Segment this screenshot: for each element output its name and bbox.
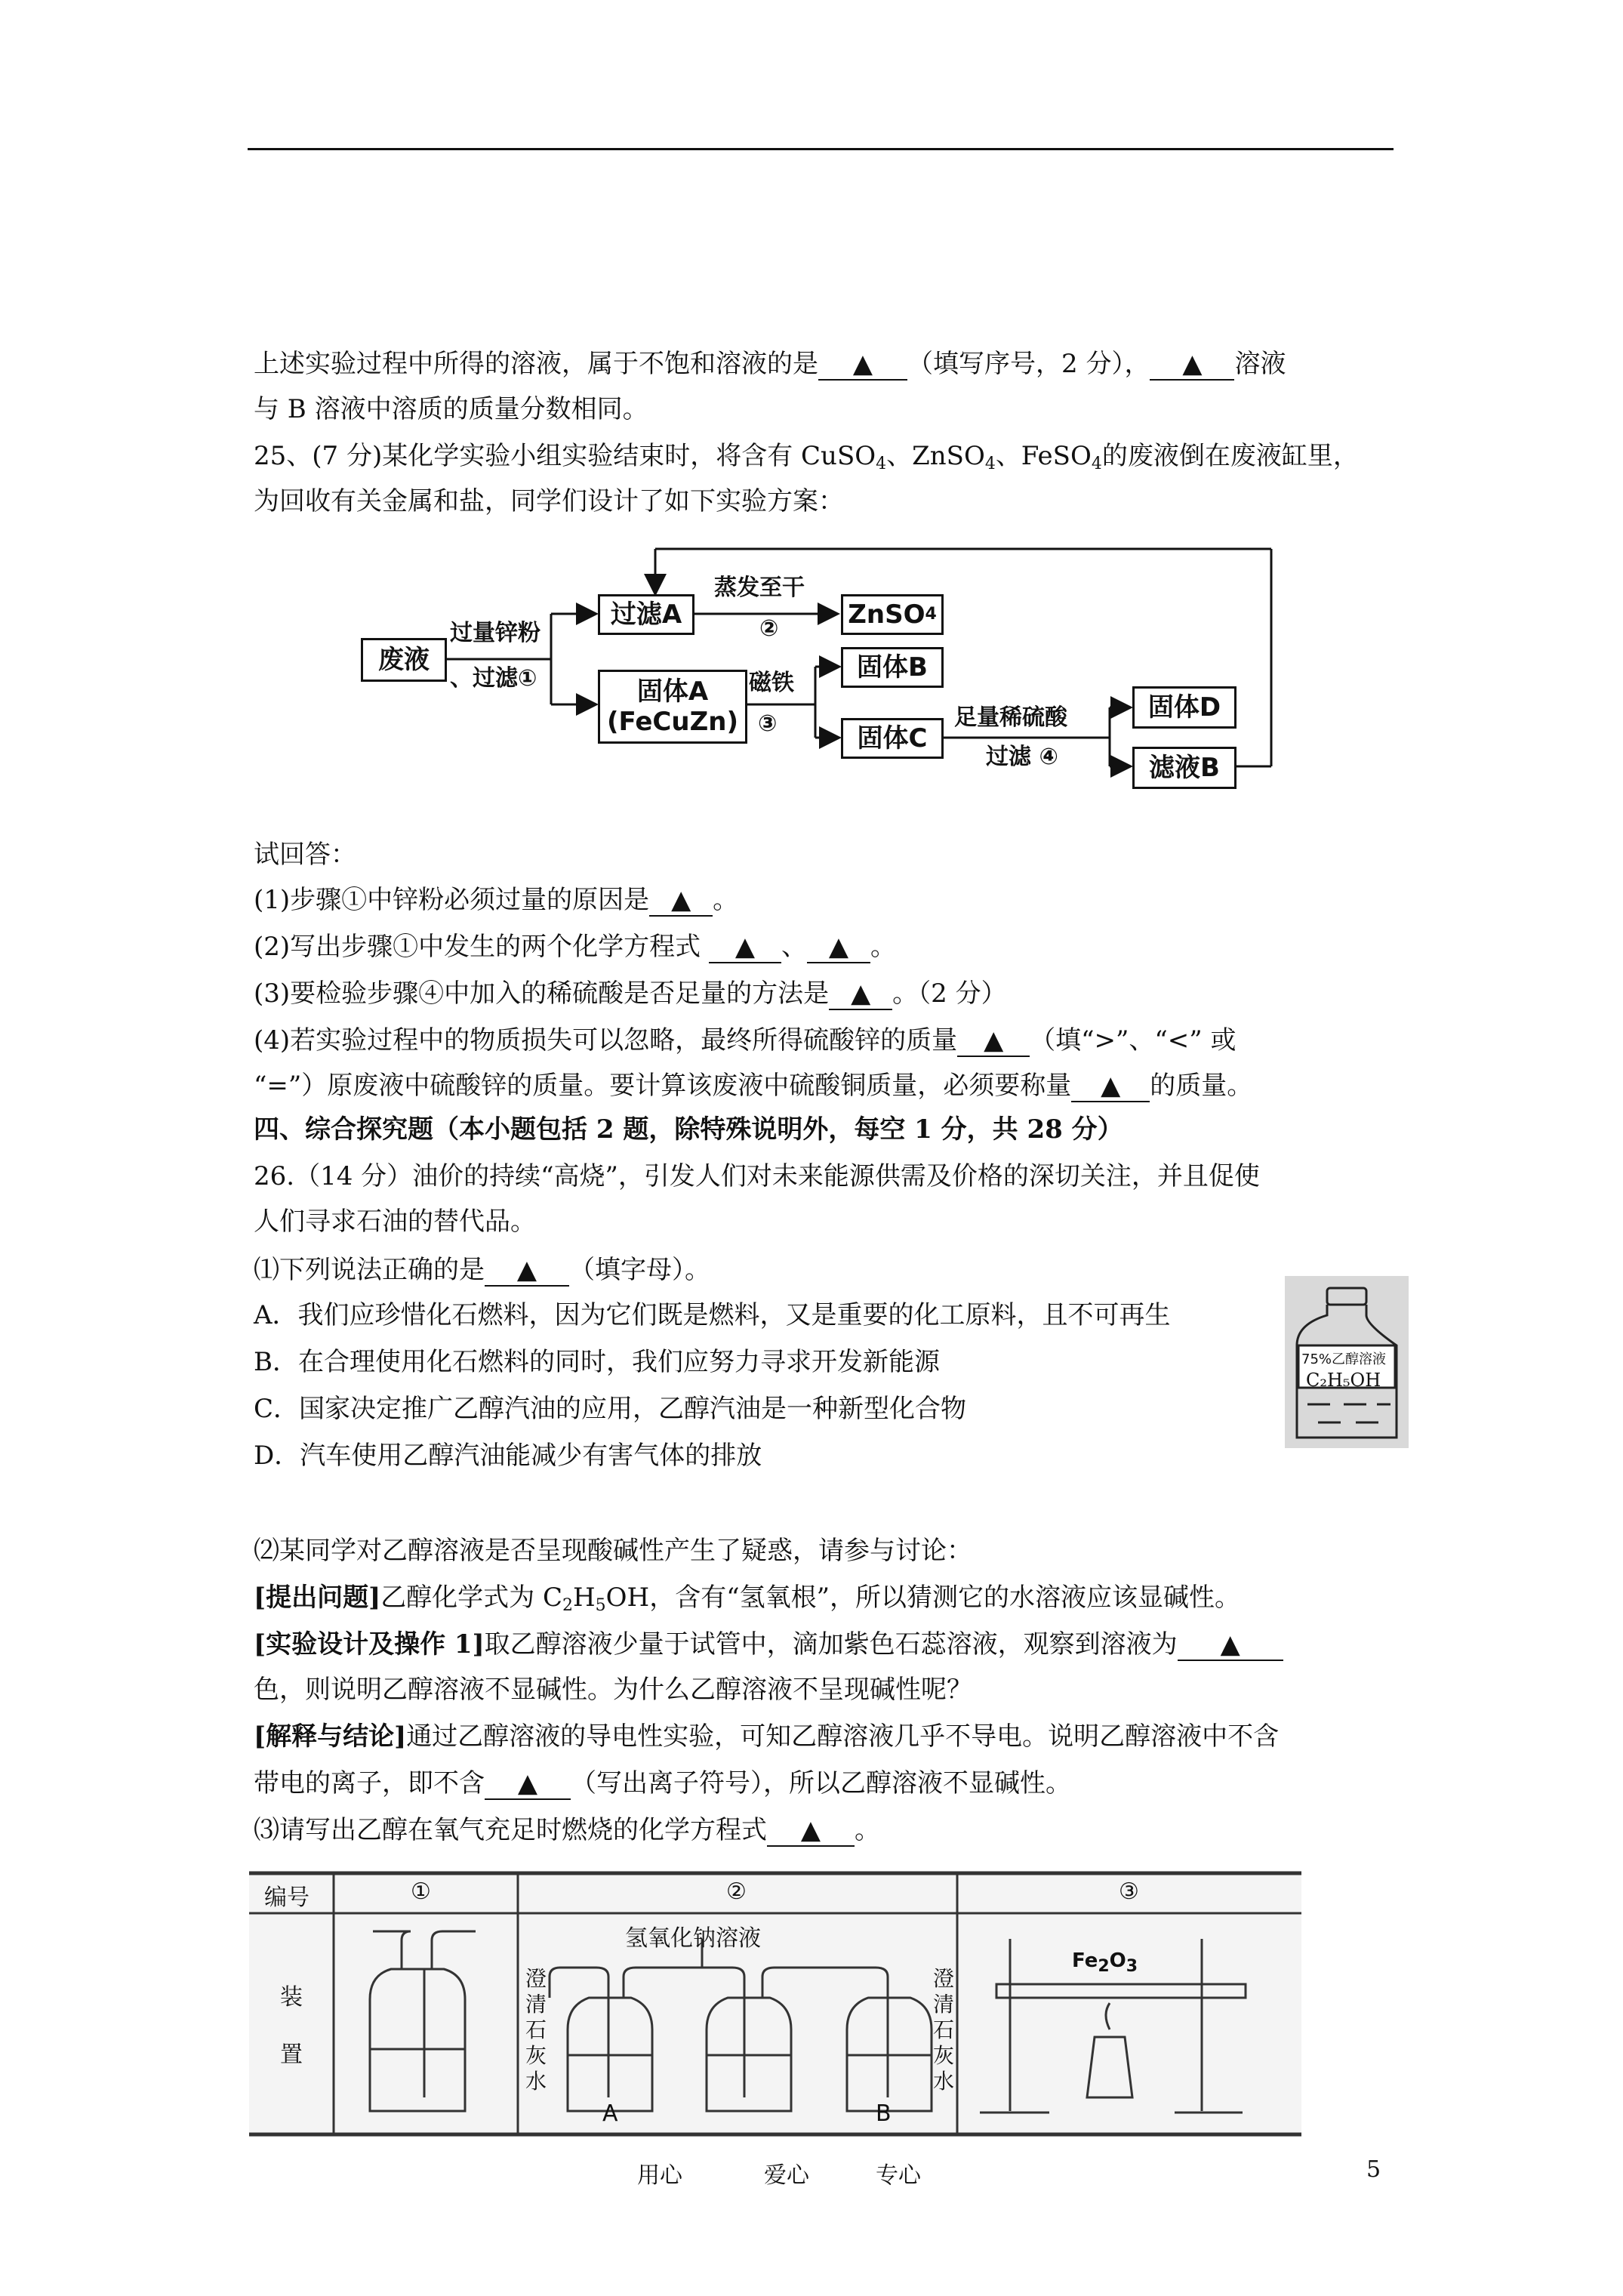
option-b: B．在合理使用化石燃料的同时，我们应努力寻求开发新能源 [254, 1347, 940, 1377]
experiment-flowchart [355, 540, 1291, 797]
footer-text-3: 专心 [876, 2162, 921, 2189]
option-a: A．我们应珍惜化石燃料，因为它们既是燃料，又是重要的化工原料，且不可再生 [254, 1300, 1171, 1330]
q25-part1: (1)步骤①中锌粉必须过量的原因是 ▲ 。 [254, 885, 739, 915]
question-line: [提出问题]乙醇化学式为 $C_2H_5OH$，含有“氢氧根”，所以猜测它的水溶液应该显碱性。 [254, 1583, 1240, 1615]
answer-blank: ▲ [1150, 349, 1234, 381]
number-header: 编号 [264, 1885, 310, 1911]
col-2-header: ② [726, 1878, 747, 1905]
evaporate-step-number: ② [759, 615, 779, 642]
magnet-step-number: ③ [758, 710, 778, 737]
naoh-label: 氢氧化钠溶液 [625, 1925, 761, 1952]
q26-part2: ⑵某同学对乙醇溶液是否呈现酸碱性产生了疑惑，请参与讨论： [254, 1536, 972, 1566]
experiment-line-1: [实验设计及操作 1]取乙醇溶液少量于试管中，滴加紫色石蕊溶液，观察到溶液为 ▲ [254, 1628, 1283, 1661]
header-rule [248, 148, 1394, 150]
q26-line-2: 人们寻求石油的替代品。 [254, 1207, 536, 1237]
footer-text-1: 用心 [637, 2162, 682, 2189]
device-row-label: 装置 [280, 1984, 303, 2068]
solid-c-box: 固体C [841, 718, 944, 759]
limewater-right-label: 澄清石灰水 [933, 1966, 955, 2094]
conclusion-line-2: 带电的离子，即不含 ▲ （写出离子符号），所以乙醇溶液不显碱性。 [254, 1768, 1071, 1798]
text: 上述实验过程中所得的溶液，属于不饱和溶液的是 [254, 349, 818, 379]
q26-line-1: 26.（14 分）油价的持续“高烧”，引发人们对未来能源供需及价格的深切关注，并且促使 [254, 1161, 1260, 1191]
conclusion-line-1: [解释与结论]通过乙醇溶液的导电性实验，可知乙醇溶液几乎不导电。说明乙醇溶液中不含 [254, 1721, 1280, 1752]
evaporate-label: 蒸发至干 [714, 575, 805, 601]
q26-part3: ⑶请写出乙醇在氧气充足时燃烧的化学方程式 ▲ 。 [254, 1815, 880, 1845]
q25-line-2: 为回收有关金属和盐，同学们设计了如下实验方案： [254, 486, 844, 516]
text: （填写序号，2 分）， [907, 349, 1150, 379]
q25-part3: (3)要检验步骤④中加入的稀硫酸是否足量的方法是 ▲ 。（2 分） [254, 978, 1007, 1009]
magnet-label: 磁铁 [749, 670, 794, 696]
solid-b-box: 固体B [841, 647, 944, 688]
bottle-formula-text: C₂H₅OH [1306, 1370, 1381, 1391]
text: 溶液 [1234, 349, 1286, 379]
intro-line-2: 与 B 溶液中溶质的质量分数相同。 [254, 394, 648, 424]
step1-label-line1: 过量锌粉 [450, 620, 540, 646]
q25-part4-line2: “=”）原废液中硫酸锌的质量。要计算该废液中硫酸铜质量，必须要称量 ▲ 的质量。 [254, 1071, 1253, 1101]
section-four-heading: 四、综合探究题（本小题包括 2 题，除特殊说明外，每空 1 分，共 28 分） [254, 1114, 1123, 1145]
acid-label: 足量稀硫酸 [954, 704, 1067, 731]
filter4-label: 过滤 ④ [986, 744, 1058, 770]
bottle-a-label: A [602, 2100, 618, 2127]
answer-blank: ▲ [818, 349, 907, 381]
col-1-header: ① [411, 1878, 431, 1905]
step1-label-line2: 、过滤① [450, 665, 537, 692]
solid-a-box: 固体A (FeCuZn) [598, 670, 747, 744]
experiment-line-2: 色，则说明乙醇溶液不显碱性。为什么乙醇溶液不呈现碱性呢？ [254, 1675, 972, 1705]
fe2o3-label: $Fe_2O_3$ [1072, 1949, 1138, 1976]
option-c: C．国家决定推广乙醇汽油的应用，乙醇汽油是一种新型化合物 [254, 1394, 967, 1424]
q26-part1: ⑴下列说法正确的是 ▲ （填字母）。 [254, 1255, 710, 1285]
filter-a-box: 过滤A [598, 594, 694, 635]
filtrate-b-box: 滤液B [1132, 747, 1236, 789]
limewater-left-label: 澄清石灰水 [525, 1966, 547, 2094]
ethanol-bottle-image [1285, 1276, 1409, 1448]
q25-part4-line1: (4)若实验过程中的物质损失可以忽略，最终所得硫酸锌的质量 ▲ （填“>”、“<” 或 [254, 1025, 1236, 1056]
q25-part2: (2)写出步骤①中发生的两个化学方程式 ▲ 、 ▲ 。 [254, 932, 896, 962]
waste-liquid-box: 废液 [361, 638, 447, 682]
bottle-label-text: 75%乙醇溶液 [1301, 1351, 1387, 1367]
solid-d-box: 固体D [1132, 686, 1236, 729]
col-3-header: ③ [1119, 1878, 1139, 1905]
q25-line-1: 25、(7 分)某化学实验小组实验结束时，将含有 CuSO$_4$、ZnSO$_4$、FeSO$_4$的废液倒在废液缸里， [254, 441, 1359, 473]
intro-line-1 [254, 347, 1286, 381]
apparatus-table [249, 1871, 1301, 2137]
footer-text-2: 爱心 [764, 2162, 809, 2189]
znso4-box: ZnSO 4 [841, 594, 944, 635]
page-number: 5 [1366, 2156, 1381, 2183]
answer-intro: 试回答： [254, 840, 356, 870]
apparatus-drawing [249, 1871, 1301, 2137]
option-d: D．汽车使用乙醇汽油能减少有害气体的排放 [254, 1441, 762, 1471]
bottle-b-label: B [876, 2100, 892, 2127]
